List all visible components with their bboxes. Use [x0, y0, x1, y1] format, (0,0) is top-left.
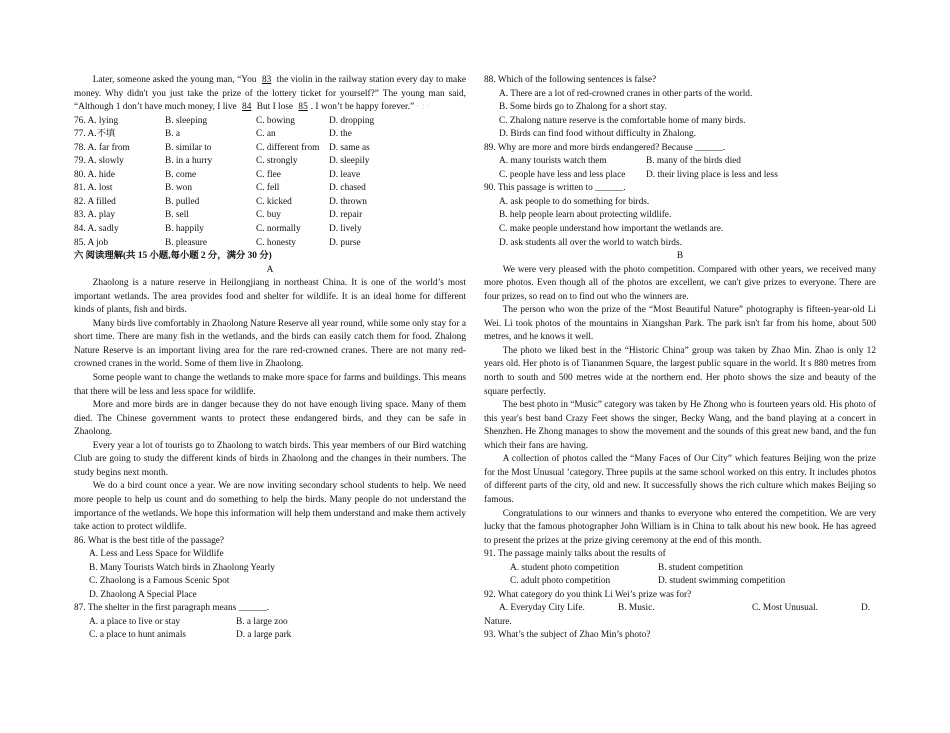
paragraph: A collection of photos called the “Many Faces of Our City” which features Beijing won the prize for the Most Unusual ’category. Three pupils at the same school worked on this entry. It includes photos of different parts of the city, old and new. It successfully shows the rich culture which makes Beijing so famous. — [484, 454, 876, 505]
option-b: B. a — [165, 129, 181, 140]
option-b: B. pleasure — [165, 237, 208, 248]
paragraph: The best photo in “Music” category was taken by He Zhong who is fourteen years old. His photo of this year's best band Crazy Feet shows the singer, Becky Wang, and the band playing at a concert in Shenzhen. He Zhong manages to show the movement and the sounds of this great new band, and the fun which their fans are having. — [484, 400, 876, 451]
cloze-blank: 83 — [261, 75, 272, 85]
option-c: C. kicked — [256, 196, 292, 207]
option-b: B. pulled — [165, 196, 200, 207]
question-option-continued: Nature. — [484, 616, 512, 627]
option-row — [74, 196, 466, 210]
left-column — [74, 74, 466, 643]
option-row — [74, 142, 466, 156]
option-b: B. in a hurry — [165, 156, 213, 167]
paragraph: Every year a lot of tourists go to Zhaolong to watch birds. This year members of our Bird watching Club are going to study the different kinds of birds in Zhaolong and the changes in their numbers. The study begins next month. — [74, 440, 466, 478]
question-option: B. Music. — [618, 603, 655, 614]
paragraph: The photo we liked best in the “Historic China” group was taken by Zhao Min. Zhao is only 12 years old. Her photo is of Tiananmen Square, the largest public square in the world. It s 880 metres from north to south and 500 metres wide at the northern end. Her photo shows the size and beauty of the square perfectly. — [484, 345, 876, 397]
question-option: A. Everyday City Life. — [499, 603, 585, 614]
question-option: C. a place to hunt animals — [89, 630, 187, 641]
paragraph: Zhaolong is a nature reserve in Heilongjiang in northeast China. It is one of the world’s most important wetlands. The area provides food and shelter for wildlife. It is an ideal home for different kinds of plants, fish and birds. — [74, 278, 466, 316]
question-option: B. Some birds go to Zhalong for a short stay. — [499, 102, 667, 113]
option-d: D. leave — [329, 169, 361, 180]
paragraph: The person who won the prize of the “Most Beautiful Nature” photography is fifteen-year-old Li Wei. Li took photos of the mountains in Xiangshan Park. The park isn't far from his home, about 500 metres, and he knows it well. — [484, 305, 876, 343]
question-option: C. adult photo competition — [510, 576, 611, 587]
option-row — [74, 155, 466, 169]
option-a: 81. A. lost — [74, 183, 113, 194]
option-d: D. same as — [329, 142, 370, 153]
option-b: B. happily — [165, 224, 204, 235]
cloze-ending-paragraph — [74, 74, 466, 115]
option-a: 83. A. play — [74, 210, 116, 221]
right-column — [484, 74, 876, 643]
option-row — [74, 115, 466, 129]
question-92: 92. What category do you think Li Wei’s prize was for? — [484, 589, 692, 600]
option-c: C. fell — [256, 183, 280, 194]
question-86: 86. What is the best title of the passage? — [74, 535, 225, 546]
cloze-text: Later, someone asked the young man, “You — [92, 75, 259, 85]
question-option: A. a place to live or stay — [89, 616, 181, 627]
question-option: D. ask students all over the world to watch birds. — [499, 237, 682, 248]
question-option: D. Birds can find food without difficulty in Zhalong. — [499, 129, 697, 140]
question-option: A. many tourists watch them — [499, 156, 607, 167]
option-b: B. sell — [165, 210, 189, 221]
cloze-text: the violin in the railway station every day to make money. Why didn't you just take the prize of the lottery ticket for yourself?” The young man said, “Although 1 don’t have much money, I live — [74, 75, 467, 113]
question-option: D. student swimming competition — [658, 576, 786, 587]
question-option: C. Zhaolong is a Famous Scenic Spot — [89, 576, 230, 587]
option-a: 77. A.不填 — [74, 129, 116, 140]
option-a: 85. A job — [74, 237, 109, 248]
option-c: C. bowing — [256, 115, 295, 126]
question-93: 93. What’s the subject of Zhao Min’s photo? — [484, 630, 651, 641]
option-c: C. honesty — [256, 237, 296, 248]
question-option: A. Less and Less Space for Wildlife — [89, 549, 224, 560]
passage-label: B — [676, 251, 684, 262]
question-option: C. make people understand how important the wetlands are. — [499, 224, 724, 235]
paragraph: Congratulations to our winners and thanks to everyone who entered the competition. We are very lucky that the famous photographer John William is in China to talk about his new book. He has agreed to present the prizes at the prize giving ceremony at the end of this month. — [484, 508, 876, 546]
option-d: D. chased — [329, 183, 366, 194]
option-d: D. lively — [329, 224, 362, 235]
question-option: B. help people learn about protecting wildlife. — [499, 210, 672, 221]
option-a: 76. A. lying — [74, 115, 119, 126]
question-option: C. Zhalong nature reserve is the comfortable home of many birds. — [499, 115, 746, 126]
option-a: 84. A. sadly — [74, 224, 119, 235]
question-option: D. Zhaolong A Special Place — [89, 589, 197, 600]
question-option: A. There are a lot of red-crowned cranes in other parts of the world. — [499, 88, 753, 99]
question-88: 88. Which of the following sentences is false? — [484, 75, 657, 85]
passage-label: A — [266, 264, 274, 275]
option-c: C. different from — [256, 142, 320, 153]
paragraph: More and more birds are in danger because they do not have enough living space. Many of them died. The Chinese government wants to protect these endangered birds, and they can be safe in Zhaolong. — [74, 400, 466, 438]
question-option: B. Many Tourists Watch birds in Zhaolong Yearly — [89, 562, 275, 573]
option-a: 78. A. far from — [74, 142, 130, 153]
question-option-row — [74, 629, 466, 643]
question-option: A. ask people to do something for birds. — [499, 196, 650, 207]
option-a: 82. A filled — [74, 196, 116, 207]
option-c: C. flee — [256, 169, 281, 180]
option-c: C. an — [256, 129, 276, 140]
option-a: 79. A. slowly — [74, 156, 124, 167]
question-90: 90. This passage is written to ______. — [484, 183, 626, 194]
passage-a — [74, 277, 466, 534]
paragraph: Many birds live comfortably in Zhaolong Nature Reserve all year round, while some only stay for a short time. There are many fish in the wetlands, and the birds can easily catch them for food. Zhalong Nature Reserve is an important living area for the rare red-crowned cranes. There are not many red-crowned cranes in the world. Some of them live in Zhaolong. — [74, 318, 466, 370]
question-option-row — [484, 169, 876, 183]
question-option: B. a large zoo — [236, 616, 288, 627]
question-91: 91. The passage mainly talks about the results of — [484, 549, 666, 560]
question-option: C. people have less and less place — [499, 169, 626, 180]
option-row — [74, 237, 466, 251]
option-b: B. similar to — [165, 142, 212, 153]
section-title: 六 阅读理解(共 15 小题,每小题 2 分，满分 30 分) — [74, 251, 272, 262]
option-d: D. purse — [329, 237, 361, 248]
option-a: 80. A. hide — [74, 169, 116, 180]
option-d: D. repair — [329, 210, 363, 221]
option-d: D. dropping — [329, 115, 375, 126]
option-d: D. sleepily — [329, 156, 370, 167]
option-c: C. strongly — [256, 156, 298, 167]
cloze-options — [74, 115, 466, 250]
question-option: A. student photo competition — [510, 562, 619, 573]
question-option: D. a large park — [236, 630, 292, 641]
question-option: B. many of the birds died — [646, 156, 741, 167]
option-b: B. sleeping — [165, 115, 208, 126]
option-b: B. come — [165, 169, 197, 180]
question-87: 87. The shelter in the first paragraph means ______. — [74, 603, 269, 614]
question-option-row — [74, 616, 466, 630]
question-option-row — [484, 602, 876, 616]
option-row — [74, 182, 466, 196]
paragraph: We were very pleased with the photo competition. Compared with other years, we received many more photos. Even though all of the photos are excellent, we can't give prizes to everyone. There are four prizes, so read on to find out who the winners are. — [484, 264, 876, 302]
option-row — [74, 209, 466, 223]
option-c: C. normally — [256, 224, 301, 235]
question-option: C. Most Unusual. — [752, 603, 818, 614]
option-d: D. thrown — [329, 196, 367, 207]
passage-b — [484, 264, 876, 548]
option-row — [74, 169, 466, 183]
question-option-row — [484, 562, 876, 576]
paragraph: We do a bird count once a year. We are now inviting secondary school students to help. We need more people to help us count and do something to help the birds. Many people do not understand the importance of the wetlands. We hope this information will help them understand and make them actively take action to protect wildlife. — [74, 481, 466, 533]
option-d: D. the — [329, 129, 352, 140]
question-option: D. their living place is less and less — [646, 169, 778, 180]
question-option: B. student competition — [658, 562, 743, 573]
option-b: B. won — [165, 183, 192, 194]
faint-marks: · : · — [416, 102, 430, 113]
option-row — [74, 128, 466, 142]
question-89: 89. Why are more and more birds endangered? Because ______. — [484, 142, 726, 153]
option-c: C. buy — [256, 210, 281, 221]
cloze-blank: 85 — [298, 102, 308, 113]
question-option-row — [484, 575, 876, 589]
option-row — [74, 223, 466, 237]
cloze-text: But I lose — [254, 102, 296, 113]
cloze-text: . I won’t be happy forever.” — [310, 102, 415, 113]
question-option: D. — [861, 603, 871, 614]
paragraph: Some people want to change the wetlands to make more space for farms and buildings. This means that there will be less and less space for wildlife. — [74, 373, 466, 397]
question-option-row — [484, 155, 876, 169]
cloze-blank: 84 — [242, 102, 252, 113]
